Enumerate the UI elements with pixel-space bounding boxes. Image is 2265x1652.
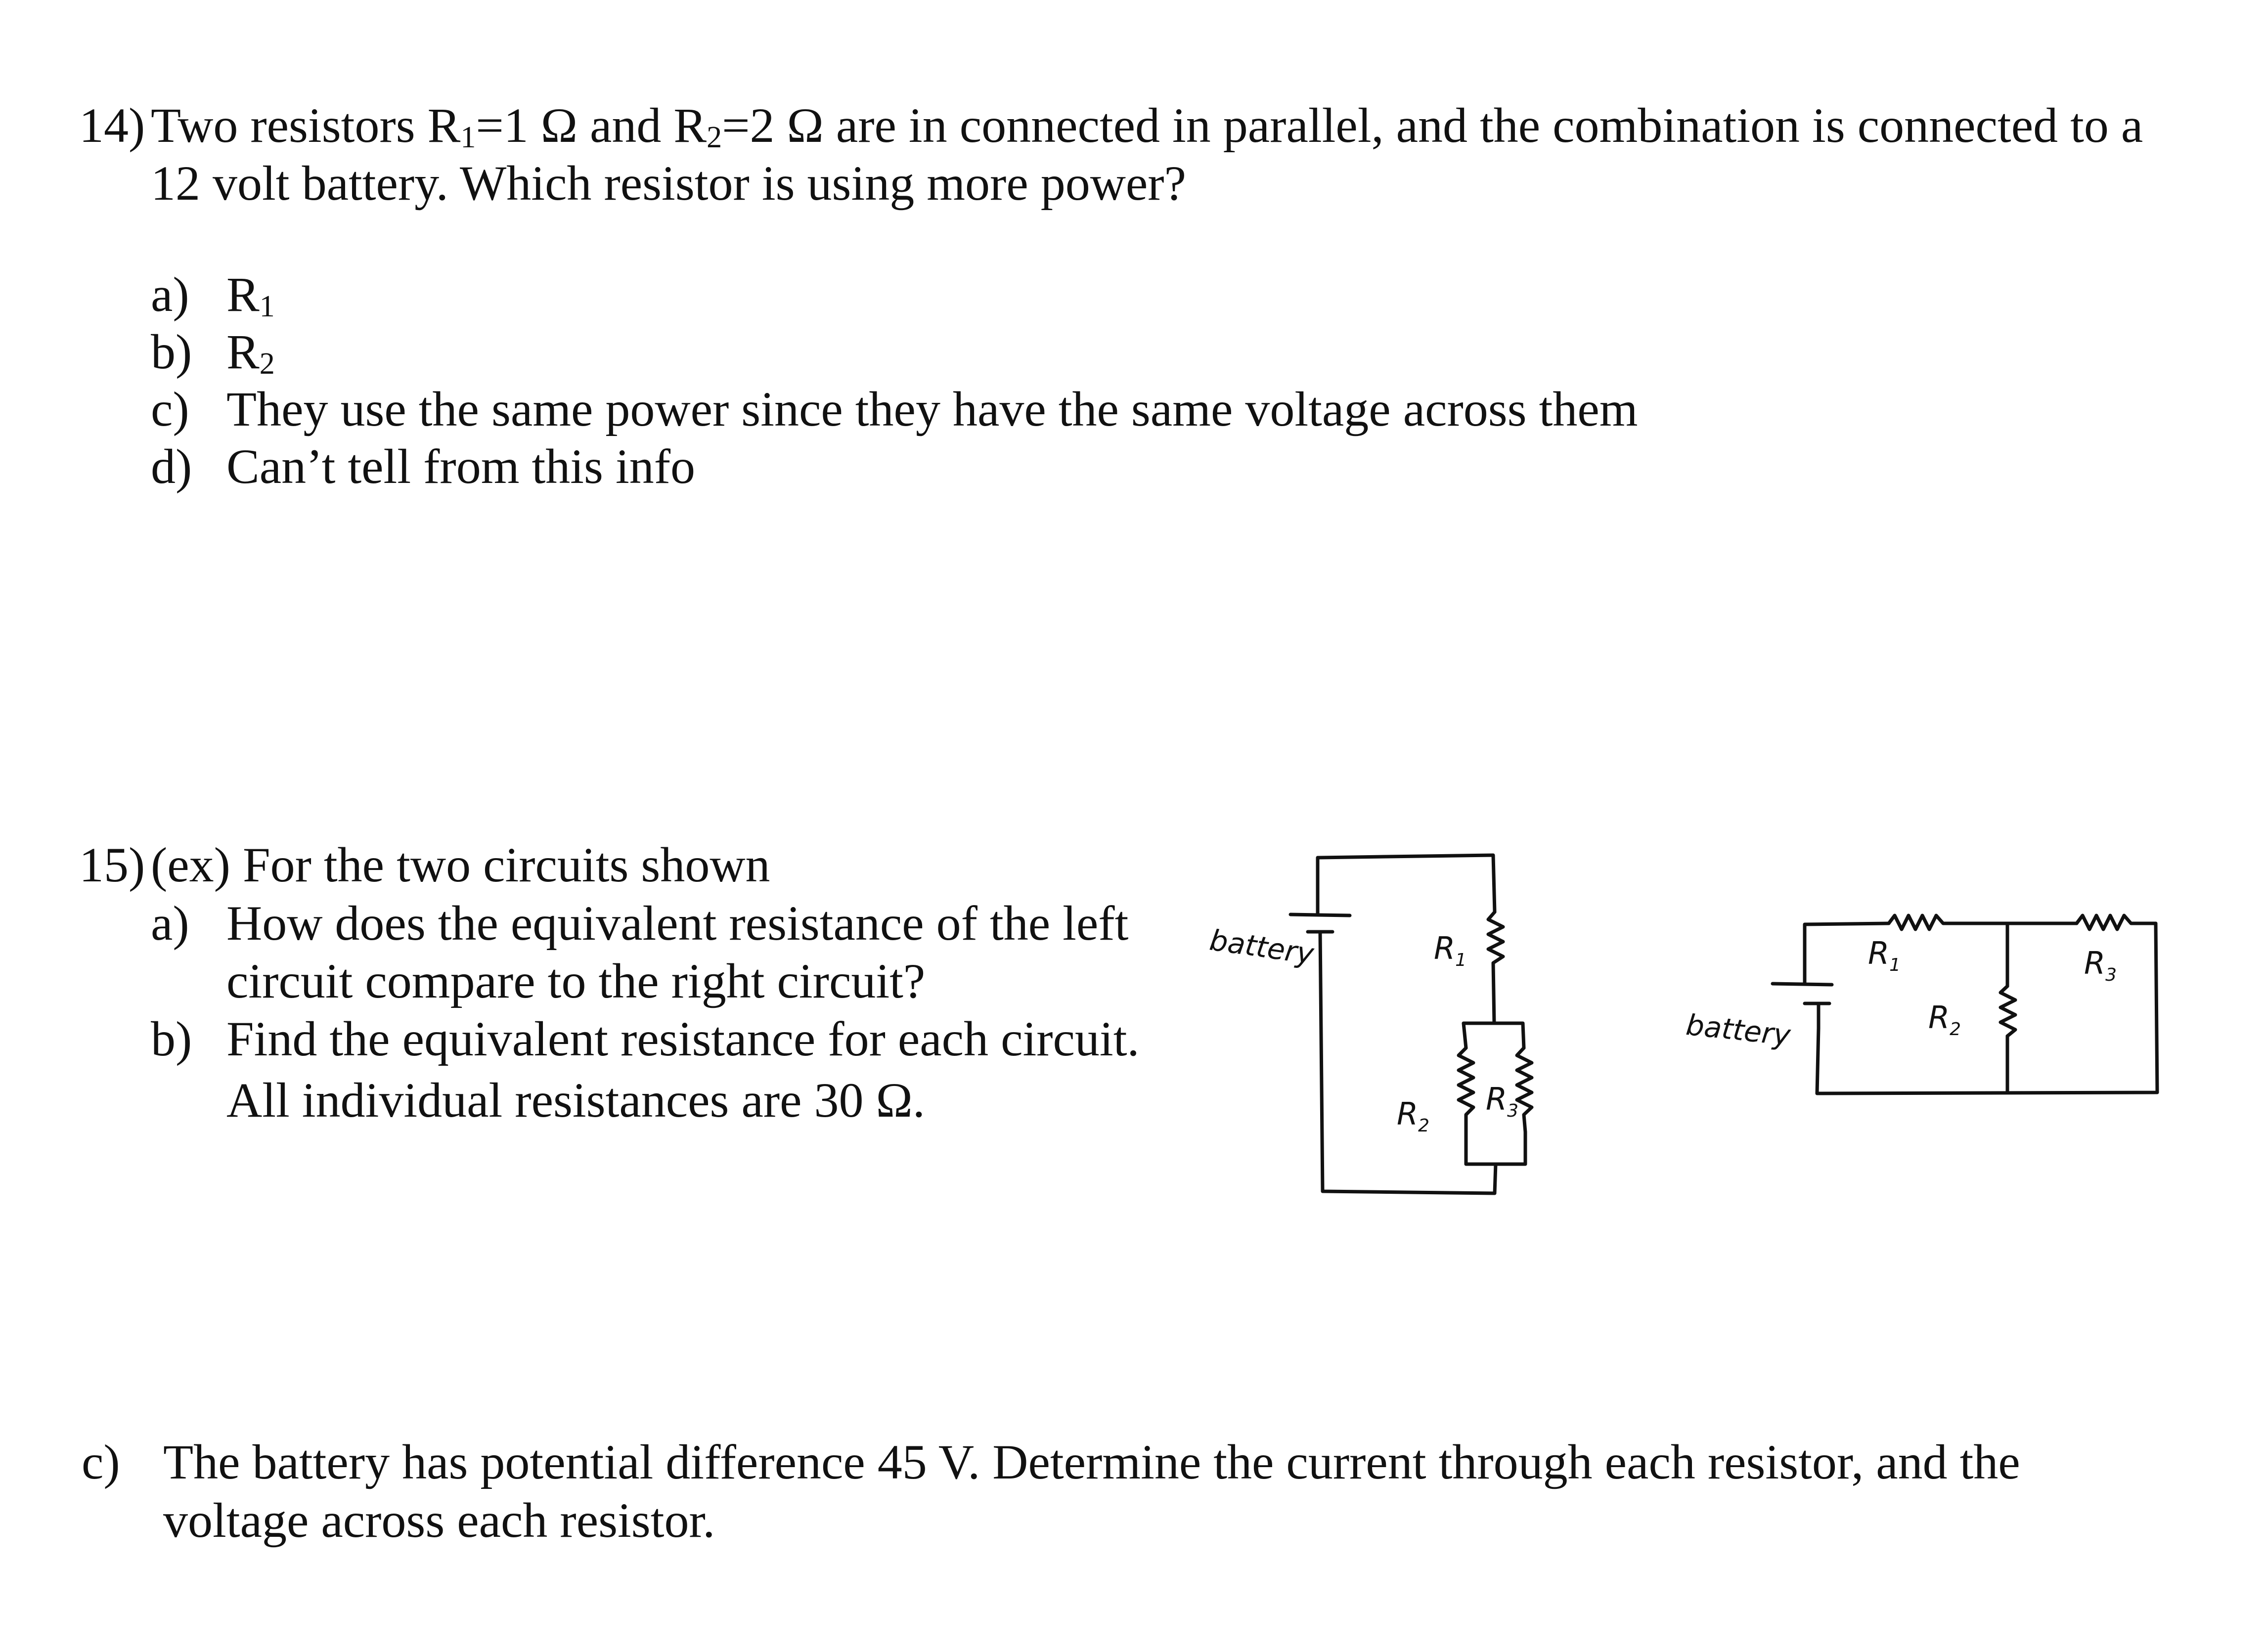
- question-15-number: 15): [79, 837, 145, 892]
- q14-option-c-text: They use the same power since they have the same voltage across them: [226, 382, 1638, 436]
- q15-part-c-line-1: The battery has potential difference 45 V. Determine the current through each resistor, and the: [163, 1435, 2020, 1489]
- question-14-number: 14): [79, 98, 145, 153]
- right-r3-resistor: [2077, 915, 2156, 929]
- q14-text-part: =2 Ω are in connected in parallel, and the combination is connected to a: [722, 98, 2143, 153]
- left-r2-label: [1397, 1096, 1429, 1136]
- label-letter: R: [1434, 930, 1456, 966]
- option-letter: d): [151, 439, 192, 494]
- q14-option-b-text: [226, 323, 275, 381]
- option-subscript: 2: [259, 347, 275, 381]
- right-r1-label: [1868, 935, 1901, 975]
- q15-part-c-line-2: voltage across each resistor.: [163, 1493, 715, 1548]
- q14-subscript: 2: [707, 121, 722, 155]
- option-letter: a): [151, 267, 189, 322]
- q14-option-d-text: Can’t tell from this info: [226, 439, 696, 494]
- label-sub: 3: [2105, 965, 2117, 985]
- q14-option-b: [151, 323, 192, 381]
- label-sub: 1: [1889, 955, 1901, 975]
- q15-part-c-letter: c): [82, 1435, 120, 1489]
- q15-part-b-line-2: All individual resistances are 30 Ω.: [226, 1073, 925, 1128]
- label-letter: R: [1486, 1081, 1508, 1117]
- q14-text-part: Two resistors R: [151, 98, 461, 153]
- left-r3-label: [1486, 1081, 1518, 1121]
- right-battery-long-plate: [1773, 984, 1832, 985]
- q15-part-a-line-1: How does the equivalent resistance of the left: [226, 896, 1129, 951]
- label-sub: 2: [1418, 1116, 1429, 1136]
- left-battery-long-plate: [1290, 914, 1350, 915]
- label-sub: 1: [1455, 950, 1466, 970]
- label-sub: 2: [1950, 1019, 1961, 1040]
- option-letter: c): [151, 382, 189, 436]
- label-letter: R: [1928, 1000, 1950, 1036]
- option-subscript: 1: [259, 290, 275, 324]
- option-text: R: [226, 324, 260, 379]
- q15-part-b-letter: b): [151, 1011, 192, 1066]
- left-circuit-diagram: [1197, 835, 1572, 1211]
- right-r2-label: [1928, 1000, 1961, 1040]
- right-r2-resistor: [2000, 986, 2015, 1036]
- question-14-line-2: 12 volt battery. Which resistor is using more power?: [151, 156, 1186, 211]
- label-sub: 3: [1507, 1101, 1518, 1121]
- right-battery-label: battery: [1684, 1007, 1792, 1052]
- label-letter: R: [2084, 945, 2106, 981]
- left-circuit-wire-top: [1318, 855, 1495, 914]
- option-letter: b): [151, 324, 192, 379]
- q14-option-c: [151, 381, 189, 438]
- left-battery-label: battery: [1207, 923, 1316, 971]
- question-15-intro: (ex) For the two circuits shown: [151, 837, 770, 892]
- q14-option-a-text: [226, 266, 275, 323]
- label-letter: R: [1397, 1096, 1419, 1132]
- q14-option-a: [151, 266, 189, 323]
- right-r3-label: [2084, 945, 2117, 985]
- right-r1-resistor: [1889, 915, 2007, 929]
- left-r1-label: [1434, 930, 1466, 970]
- q14-subscript: 1: [460, 121, 476, 155]
- q14-option-d: [151, 438, 192, 495]
- q15-part-a-line-2: circuit compare to the right circuit?: [226, 954, 926, 1008]
- label-letter: R: [1868, 935, 1890, 971]
- q15-part-b-line-1: Find the equivalent resistance for each circuit.: [226, 1011, 1140, 1066]
- left-r3-resistor: [1517, 1048, 1532, 1132]
- option-text: R: [226, 267, 260, 322]
- question-14-line-1: [151, 97, 2143, 154]
- q14-text-part: =1 Ω and R: [476, 98, 707, 153]
- right-circuit-diagram: [1661, 880, 2180, 1117]
- left-r2-resistor: [1459, 1048, 1473, 1132]
- q15-part-a-letter: a): [151, 896, 189, 951]
- left-r1-resistor: [1488, 912, 1503, 1023]
